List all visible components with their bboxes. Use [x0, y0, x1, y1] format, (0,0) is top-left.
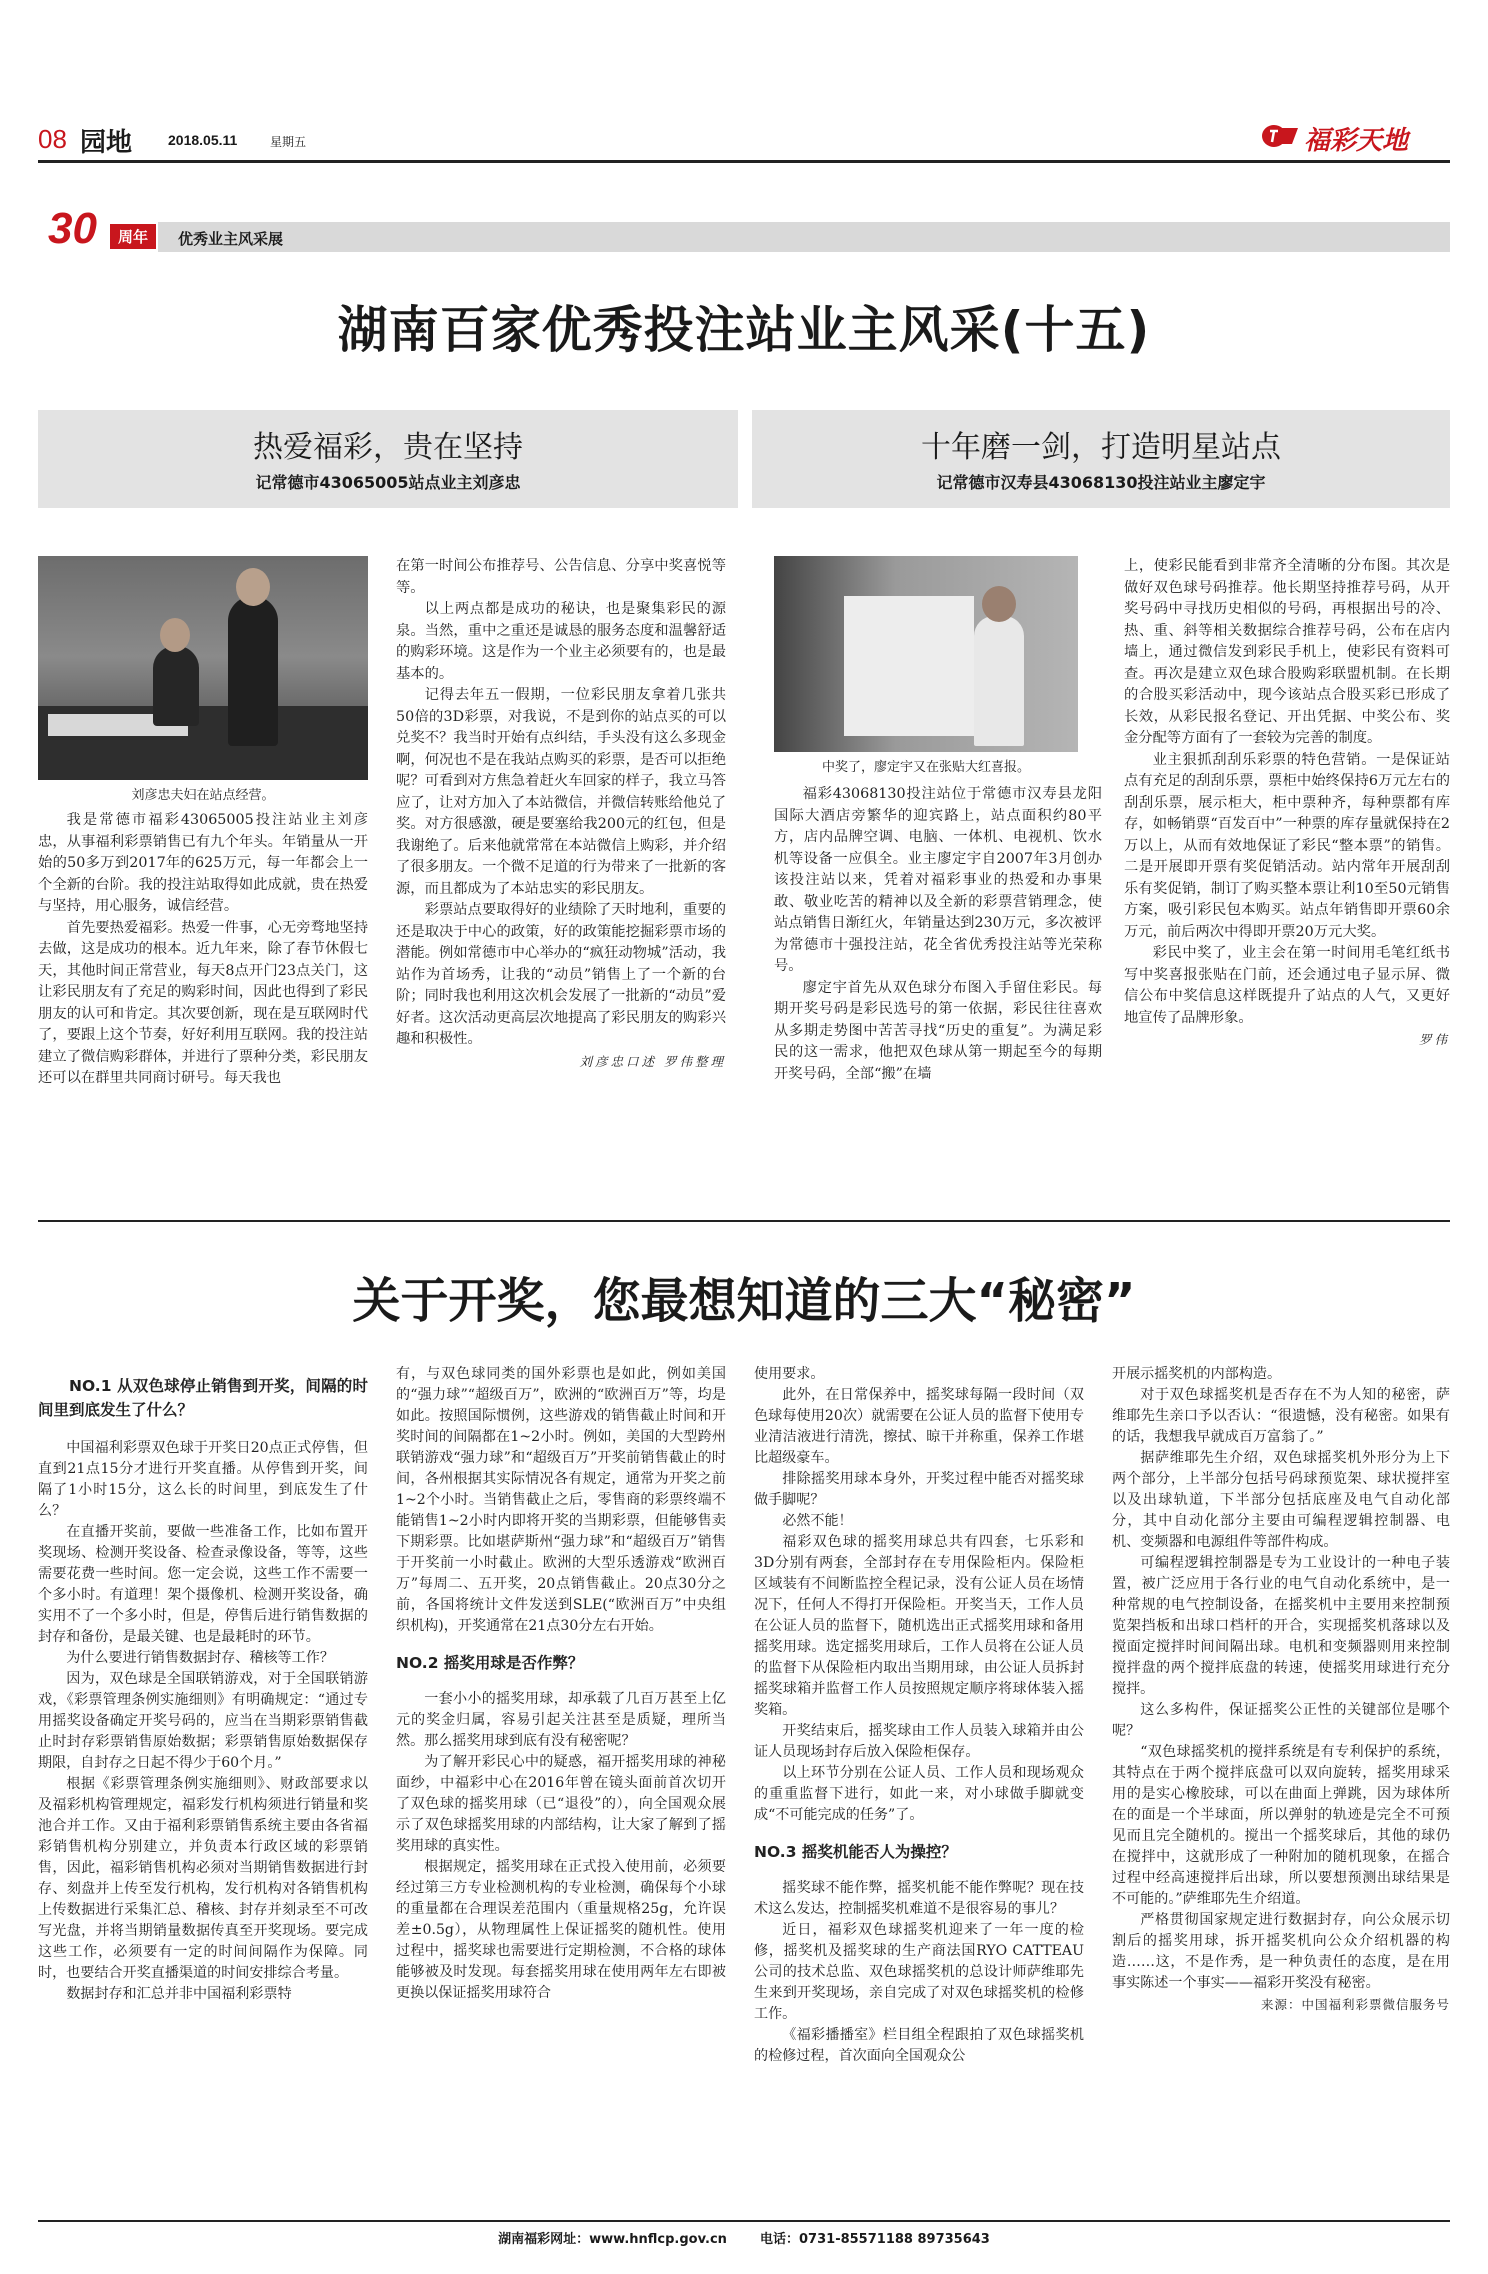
- paragraph: 为了解开彩民心中的疑惑，福开摇奖用球的神秘面纱，中福彩中心在2016年曾在镜头面前首次切开了双色球的摇奖用球（已“退役”的），向全国观众展示了双色球摇奖用球的内部结构，让大家了解到了摇奖用球的真实性。: [396, 1754, 726, 1854]
- paragraph: 以上两点都是成功的秘诀，也是聚集彩民的源泉。当然，重中之重还是诚恳的服务态度和温馨舒适的购彩环境。这是作为一个业主必须要有的，也是最基本的。: [396, 601, 726, 682]
- paragraph: 可编程逻辑控制器是专为工业设计的一种电子装置，被广泛应用于各行业的电气自动化系统中，是一种常规的电气控制设备，在摇奖机中主要用来控制预览架挡板和出球口档杆的开合，实现摇奖机落球以及搅面定搅拌时间间隔出球。电机和变频器则用来控制搅拌盘的两个搅拌底盘的转速，使摇奖用球进行充分搅拌。: [1112, 1555, 1450, 1697]
- second-title: 关于开奖，您最想知道的三大“秘密”: [352, 1273, 1136, 1329]
- question-3-title: NO.3 摇奖机能否人为操控？: [754, 1843, 957, 1861]
- paragraph: 根据《彩票管理条例实施细则》、财政部要求以及福彩机构管理规定，福彩发行机构须进行销量和奖池合并工作。又由于福利彩票销售系统主要由各省福彩销售机构分别建立，并负责本行政区域的彩票销售，因此，福彩销售机构必须对当期销售数据进行封存、刻盘并上传至发行机构，发行机构对各销售机构上传数据进行采集汇总、稽核、封存并刻录至不可改写光盘，并将当期销量数据传真至开奖现场。要完成这些工作，必须要有一定的时间间隔作为保障。同时，也要结合开奖直播渠道的时间安排综合考量。: [38, 1776, 368, 1981]
- banner-bar: [158, 222, 1450, 252]
- source-line: 来源：中国福利彩票微信服务号: [1260, 1997, 1450, 2012]
- right-photo-caption: 中奖了，廖定宇又在张贴大红喜报。: [821, 760, 1030, 775]
- question-1-title: NO.1 从双色球停止销售到开奖，间隔的时间里到底发生了什么？: [38, 1377, 368, 1419]
- anniversary-badge: 周年: [110, 224, 156, 249]
- paragraph: 首先要热爱福彩。热爱一件事，心无旁骛地坚持去做，这是成功的根本。近九年来，除了春节休假七天，其他时间正常营业，每天8点开门23点关门，这让彩民朋友有了充足的购彩时间，因此也得到了彩民朋友的认可和肯定。其次要创新，现在是互联网时代了，要跟上这个节奏，好好利用互联网。我的投注站建立了微信购彩群体，并进行了票种分类，彩民朋友还可以在群里共同商讨研号。每天我也: [38, 919, 368, 1086]
- paragraph: 《福彩播播室》栏目组全程跟拍了双色球摇奖机的检修过程，首次面向全国观众公: [754, 2027, 1084, 2064]
- paragraph: 有，与双色球同类的国外彩票也是如此，例如美国的“强力球”“超级百万”，欧洲的“欧洲百万”等，均是如此。按照国际惯例，这些游戏的销售截止时间和开奖时间的间隔都在1~2小时。例如，美国的大型跨州联销游戏“强力球”和“超级百万”开奖前销售截止的时间，各州根据其实际情况各有规定，通常为开奖之前1~2个小时。当销售截止之后，零售商的彩票终端不能销售1~2小时内即将开奖的当期彩票，但能够售卖下期彩票。比如堪萨斯州“强力球”和“超级百万”销售于开奖前一小时截止。欧洲的大型乐透游戏“欧洲百万”每周二、五开奖，20点销售截止。20点30分之前，各国将统计文件发送到SLE(“欧洲百万”中央组织机构)，开奖通常在21点30分左右开始。: [396, 1366, 726, 1634]
- paragraph: 一套小小的摇奖用球，却承载了几百万甚至上亿元的奖金归属，容易引起关注甚至是质疑，理所当然。那么摇奖用球到底有没有秘密呢？: [396, 1691, 726, 1749]
- issue-date: 2018.05.11: [168, 132, 238, 148]
- paragraph: 使用要求。: [754, 1366, 825, 1382]
- paragraph: 这么多构件，保证摇奖公正性的关键部位是哪个呢？: [1112, 1702, 1450, 1739]
- paragraph: 开展示摇奖机的内部构造。: [1112, 1366, 1282, 1382]
- anniversary-number: 30: [48, 204, 97, 253]
- byline: 罗伟: [1418, 1032, 1450, 1047]
- footer-phone: 0731-85571188 89735643: [799, 2232, 990, 2247]
- paragraph: 为什么要进行销售数据封存、稽核等工作？: [66, 1650, 334, 1666]
- paragraph: 福彩双色球的摇奖用球总共有四套，七乐彩和3D分别有两套，全部封存在专用保险柜内。保险柜区域装有不间断监控全程记录，没有公证人员在场情况下，任何人不得打开保险柜。开奖当天，工作人员在公证人员的监督下，随机选出正式摇奖用球和备用摇奖用球。选定摇奖用球后，工作人员将在公证人员的监督下从保险柜内取出当期用球，由公证人员拆封摇奖球箱并监督工作人员按照规定顺序将球体装入摇奖箱。: [754, 1534, 1084, 1718]
- paragraph: 福彩43068130投注站位于常德市汉寿县龙阳国际大酒店旁繁华的迎宾路上，站点面积约80平方，店内品牌空调、电脑、一体机、电视机、饮水机等设备一应俱全。业主廖定宇自2007年3月创办该投注站以来，凭着对福彩事业的热爱和办事果敢、敬业吃苦的精神以及全新的彩票营销理念，使站点销售日渐红火，年销量达到230万元，多次被评为常德市十强投注站，花全省优秀投注站等光荣称号。: [774, 786, 1102, 974]
- paragraph: 对于双色球摇奖机是否存在不为人知的秘密，萨维耶先生亲口予以否认：“很遗憾，没有秘密。如果有的话，我想我早就成百万富翁了。”: [1112, 1387, 1450, 1445]
- paragraph: 数据封存和汇总并非中国福利彩票特: [66, 1986, 292, 2002]
- secrets-col4: [1112, 1364, 1450, 2015]
- footer-rule: [38, 2220, 1450, 2222]
- footer-site-link[interactable]: www.hnflcp.gov.cn: [589, 2232, 727, 2247]
- paragraph: 在直播开奖前，要做一些准备工作，比如布置开奖现场、检测开奖设备、检查录像设备，等等，这些需要花费一些时间。您一定会说，这些工作不需要一个多小时。有道理！架个摄像机、检测开奖设备，确实用不了一个多小时，但是，停售后进行销售数据的封存和备份，是最关键、也是最耗时的环节。: [38, 1524, 368, 1645]
- paragraph: 以上环节分别在公证人员、工作人员和现场观众的重重监督下进行，如此一来，对小球做手脚就变成“不可能完成的任务”了。: [754, 1765, 1084, 1823]
- question-2-title: NO.2 摇奖用球是否作弊？: [396, 1654, 584, 1672]
- paragraph: 排除摇奖用球本身外，开奖过程中能否对摇奖球做手脚呢？: [754, 1471, 1084, 1508]
- logo-icon: [1260, 122, 1300, 150]
- left-headline-box: [38, 410, 738, 508]
- section-name: 园地: [80, 128, 133, 158]
- paragraph: 摇奖球不能作弊，摇奖机能不能作弊呢？现在技术这么发达，控制摇奖机难道不是很容易的事儿？: [754, 1880, 1084, 1917]
- paragraph: 业主狠抓刮刮乐彩票的特色营销。一是保证站点有充足的刮刮乐票，票柜中始终保持6万元左右的刮刮乐票，展示柜大，柜中票种齐，每种票都有库存，如畅销票“百发百中”一种票的库存量就保持在2万以上，从而有效地保证了彩民“整本票”的销售。二是开展即开票有奖促销活动。站内常年开展刮刮乐有奖促销，制订了购买整本票让利10至50元销售方案，吸引彩民包本购买。站点年销售即开票60余万元，前后两次中得即开票20万元大奖。: [1124, 751, 1450, 940]
- left-headline: 热爱福彩，贵在坚持: [253, 430, 523, 465]
- weekday: 星期五: [270, 135, 307, 149]
- paragraph: 在第一时间公布推荐号、公告信息、分享中奖喜悦等等。: [396, 558, 726, 596]
- right-story-col1: [774, 784, 1102, 1085]
- main-title: 湖南百家优秀投注站业主风采(十五): [337, 301, 1151, 359]
- secrets-col1: [38, 1374, 368, 2005]
- brand-logo-text: 福彩天地: [1304, 126, 1409, 156]
- paragraph: 彩票站点要取得好的业绩除了天时地利，重要的还是取决于中心的政策，好的政策能挖掘彩票市场的潜能。例如常德市中心举办的“疯狂动物城”活动，我站作为首场秀，让我的“动员”销售上了一个新的台阶；同时我也利用这次机会发展了一批新的“动员”爱好者。这次活动更高层次地提高了彩民朋友的购彩兴趣和积极性。: [396, 902, 726, 1047]
- paragraph: 据萨维耶先生介绍，双色球摇奖机外形分为上下两个部分，上半部分包括号码球预览架、球状搅拌室以及出球轨道，下半部分包括底座及电气自动化部分，其中自动化部分主要由可编程逻辑控制器、电机、变频器和电源组件等部件构成。: [1112, 1450, 1450, 1550]
- left-photo-caption: 刘彦忠夫妇在站点经营。: [131, 788, 275, 803]
- paragraph: 根据规定，摇奖用球在正式投入使用前，必须要经过第三方专业检测机构的专业检测，确保每个小球的重量都在合理误差范围内（重量规格25g，允许误差±0.5g），从物理属性上保证摇奖的随机性。使用过程中，摇奖球也需要进行定期检测，不合格的球体能够被及时发现。每套摇奖用球在使用两年左右即被更换以保证摇奖用球符合: [396, 1859, 726, 2001]
- paragraph: 近日，福彩双色球摇奖机迎来了一年一度的检修，摇奖机及摇奖球的生产商法国RYO CATTEAU公司的技术总监、双色球摇奖机的总设计师萨维耶先生来到开奖现场，亲自完成了对双色球摇奖机的检修工作。: [754, 1922, 1084, 2022]
- paragraph: 开奖结束后，摇奖球由工作人员装入球箱并由公证人员现场封存后放入保险柜保存。: [754, 1723, 1084, 1760]
- right-story-col2: [1124, 556, 1450, 1051]
- footer: [38, 2228, 1450, 2247]
- paragraph: 严格贯彻国家规定进行数据封存，向公众展示切割后的摇奖用球，拆开摇奖机向公众介绍机器的构造……这，不是作秀，是一种负责任的态度，是在用事实陈述一个事实——福彩开奖没有秘密。: [1112, 1912, 1450, 1991]
- byline: 刘彦忠口述 罗伟整理: [579, 1053, 726, 1069]
- footer-phone-label: 电话：: [760, 2232, 800, 2247]
- column-banner: [38, 204, 1450, 256]
- right-photo: [774, 556, 1078, 752]
- right-subline: 记常德市汉寿县43068130投注站业主廖定宇: [936, 473, 1266, 492]
- secrets-col3: [754, 1364, 1084, 2067]
- paragraph: 必然不能！: [782, 1513, 853, 1529]
- footer-site-label: 湖南福彩网址：: [498, 2232, 590, 2247]
- right-headline: 十年磨一剑，打造明星站点: [921, 430, 1281, 465]
- left-story-col2: [396, 556, 726, 1072]
- paragraph: 此外，在日常保养中，摇奖球每隔一段时间（双色球每使用20次）就需要在公证人员的监督下使用专业清洁液进行清洗，擦拭、晾干并称重，保养工作堪比超级豪车。: [754, 1387, 1084, 1466]
- paragraph: 因为，双色球是全国联销游戏，对于全国联销游戏，《彩票管理条例实施细则》有明确规定：“通过专用摇奖设备确定开奖号码的，应当在当期彩票销售截止时封存彩票销售原始数据；彩票销售原始数据保存期限，自封存之日起不得少于60个月。”: [38, 1671, 368, 1771]
- header-rule: [38, 160, 1450, 163]
- page-number: 08: [38, 124, 67, 154]
- right-headline-box: [752, 410, 1450, 508]
- paragraph: 我是常德市福彩43065005投注站业主刘彦忠，从事福利彩票销售已有九个年头。年销量从一开始的50多万到2017年的625万元，每一年都会上一个全新的台阶。我的投注站取得如此成就，贵在热爱与坚持，用心服务，诚信经营。: [38, 812, 368, 914]
- paragraph: 记得去年五一假期，一位彩民朋友拿着几张共50倍的3D彩票，对我说，不是到你的站点买的可以兑奖不？我当时开始有点纠结，手头没有这么多现金啊，何况也不是在我站点购买的彩票，是否可以拒绝呢？可看到对方焦急着赶火车回家的样子，我立马答应了，让对方加入了本站微信，并微信转账给他兑了奖。对方很感激，硬是要塞给我200元的红包，但是我谢绝了。后来他就常常在本站微信上购彩，并介绍了很多朋友。一个微不足道的行为带来了一批新的客源，而且都成为了本站忠实的彩民朋友。: [396, 687, 726, 897]
- paragraph: 中国福利彩票双色球于开奖日20点正式停售，但直到21点15分才进行开奖直播。从停售到开奖，间隔了1小时15分，这么长的时间里，到底发生了什么？: [38, 1440, 368, 1519]
- paragraph: 廖定宇首先从双色球分布图入手留住彩民。每期开奖号码是彩民选号的第一依据，彩民往往喜欢从多期走势图中苦苦寻找“历史的重复”。为满足彩民的这一需求，他把双色球从第一期起至今的每期开奖号码，全部“搬”在墙: [774, 979, 1102, 1082]
- page-header: [38, 118, 1450, 158]
- section-divider: [38, 1220, 1450, 1222]
- paragraph: 彩民中奖了，业主会在第一时间用毛笔红纸书写中奖喜报张贴在门前，还会通过电子显示屏、微信公布中奖信息这样既提升了站点的人气，又更好地宣传了品牌形象。: [1124, 945, 1450, 1026]
- left-subline: 记常德市43065005站点业主刘彦忠: [255, 473, 521, 492]
- secrets-col2: [396, 1364, 726, 2004]
- paragraph: “双色球摇奖机的搅拌系统是有专利保护的系统，其特点在于两个搅拌底盘可以双向旋转，摇奖用球采用的是实心橡胶球，可以在曲面上弹跳，因为球体所在的面是一个半球面，所以弹射的轨迹是完全不可预见而且完全随机的。搅出一个摇奖球后，其他的球仍在搅拌中，这就形成了一种附加的随机现象，在摇合过程中经高速搅拌后出球，所以要想预测出球结果是不可能的。”萨维耶先生介绍道。: [1112, 1744, 1450, 1907]
- left-story-col1: [38, 810, 368, 1090]
- column-title: 优秀业主风采展: [178, 230, 284, 248]
- paragraph: 上，使彩民能看到非常齐全清晰的分布图。其次是做好双色球号码推荐。他长期坚持推荐号码，从开奖号码中寻找历史相似的号码，再根据出号的冷、热、重、斜等相关数据综合推荐号码，公布在店内墙上，通过微信发到彩民手机上，使彩民有资料可查。再次是建立双色球合股购彩联盟机制。在长期的合股买彩活动中，现今该站点合股买彩已形成了长效，从彩民报名登记、开出凭据、中奖公布、奖金分配等方面有了一套较为完善的制度。: [1124, 558, 1450, 746]
- left-photo: [38, 556, 368, 780]
